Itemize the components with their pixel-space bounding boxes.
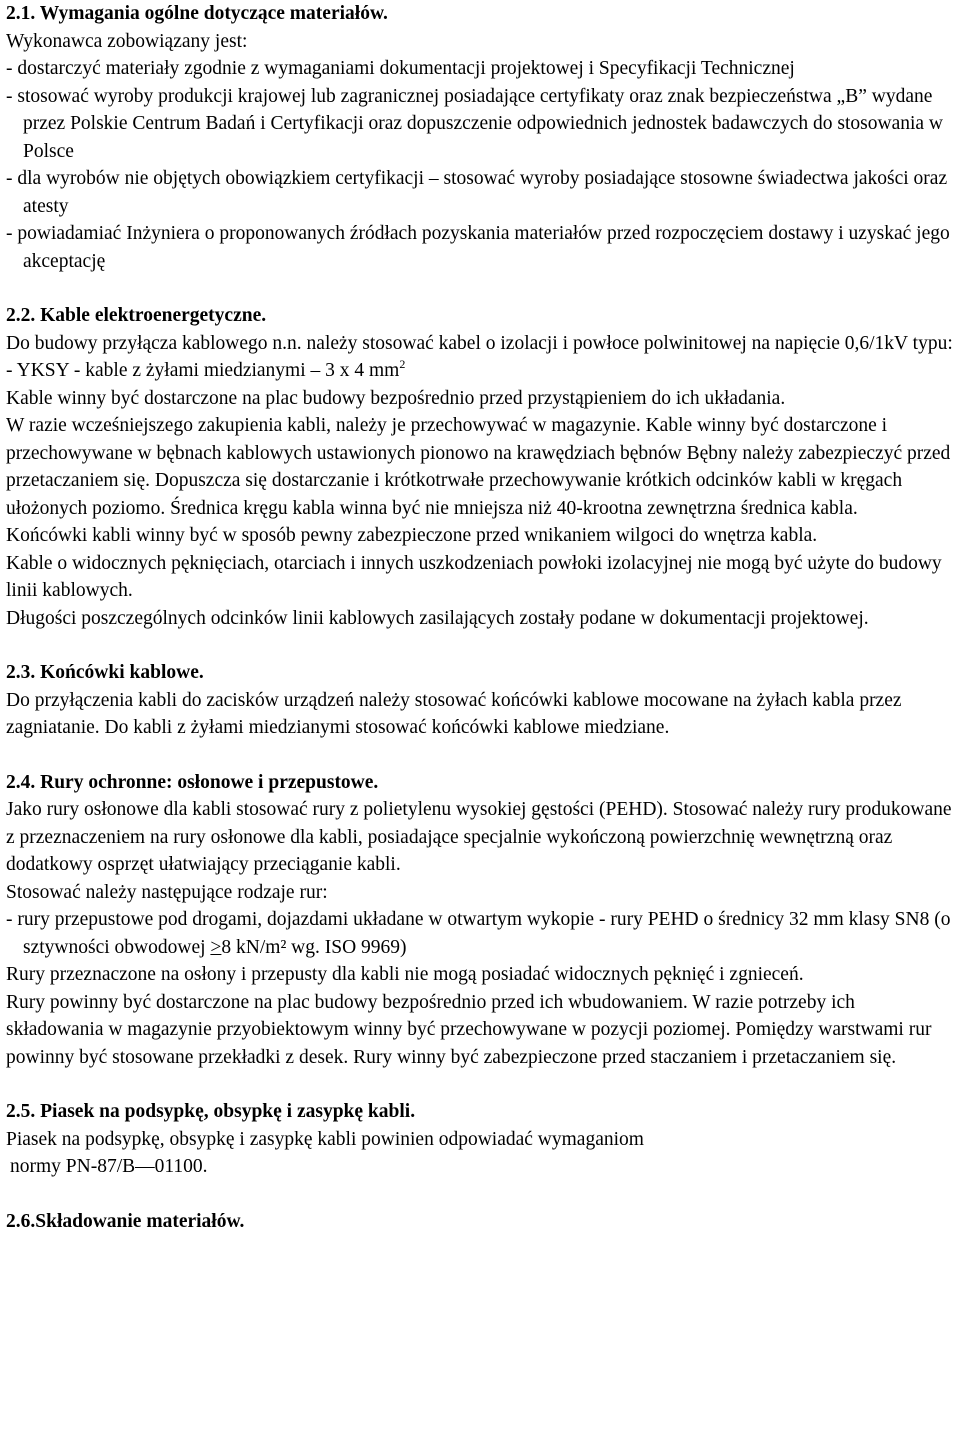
section-heading: 2.4. Rury ochronne: osłonowe i przepustowe. — [6, 771, 379, 793]
section-2-2 — [6, 302, 954, 632]
pipe-spec-text-end: 8 kN/m² wg. ISO 9969) — [221, 936, 407, 958]
list-item: - powiadamiać Inżyniera o proponowanych źródłach pozyskania materiałów przed rozpoczęciem dostawy i uzyskać jego akceptację — [6, 223, 950, 272]
paragraph: Jako rury osłonowe dla kabli stosować rury z polietylenu wysokiej gęstości (PEHD). Stosować należy rury produkowane z przeznaczeniem na rury osłonowe dla kabli, posiadające specjalnie wykończoną powierzchnię wewnętrzną oraz dodatkowy osprzęt ułatwiający przeciąganie kabli. — [6, 799, 952, 875]
paragraph: normy PN-87/B—01100. — [10, 1156, 208, 1177]
paragraph: Do budowy przyłącza kablowego n.n. należy stosować kabel o izolacji i powłoce polwinitowej na napięcie 0,6/1kV typu: — [6, 332, 953, 354]
section-2-5 — [6, 1098, 954, 1181]
paragraph: Rury przeznaczone na osłony i przepusty dla kabli nie mogą posiadać widocznych pęknięć i zgnieceń. — [6, 964, 804, 985]
section-heading: 2.2. Kable elektroenergetyczne. — [6, 305, 267, 326]
paragraph: Wykonawca zobowiązany jest: — [6, 30, 248, 52]
paragraph: Stosować należy następujące rodzaje rur: — [6, 881, 328, 903]
section-heading: 2.5. Piasek na podsypkę, obsypkę i zasypkę kabli. — [6, 1101, 416, 1122]
section-2-4 — [6, 769, 954, 1072]
list-item — [6, 357, 954, 385]
paragraph: Piasek na podsypkę, obsypkę i zasypkę kabli powinien odpowiadać wymaganiom — [6, 1128, 644, 1150]
paragraph: Kable winny być dostarczone na plac budowy bezpośrednio przed przystąpieniem do ich układania. — [6, 387, 786, 409]
paragraph: Długości poszczególnych odcinków linii kablowych zasilających zostały podane w dokumentacji projektowej. — [6, 607, 869, 629]
section-2-6 — [6, 1208, 954, 1236]
greater-than-symbol: > — [210, 936, 222, 958]
paragraph: Do przyłączenia kabli do zacisków urządzeń należy stosować końcówki kablowe mocowane na żyłach kabla przez zagniatanie. Do kabli z żyłami miedzianymi stosować końcówki kablowe miedziane. — [6, 689, 902, 738]
superscript: 2 — [399, 357, 406, 371]
list-item — [6, 906, 954, 961]
cable-type-text: - YKSY - kable z żyłami miedzianymi – 3 x 4 mm — [6, 360, 400, 381]
paragraph: Końcówki kabli winny być w sposób pewny zabezpieczone przed wnikaniem wilgoci do wnętrza kabla. — [6, 525, 818, 546]
list-item: - stosować wyroby produkcji krajowej lub zagranicznej posiadające certyfikaty oraz znak bezpieczeństwa „B” wydane przez Polskie Centrum Badań i Certyfikacji oraz dopuszczenie odpowiednich jednostek badawczych do stosowania w Polsce — [6, 85, 944, 162]
paragraph: W razie wcześniejszego zakupienia kabli, należy je przechowywać w magazynie. Kable winny być dostarczone i przechowywane w bębnach kablowych ustawionych pionowo na krawędziach bębnów Bębny należy zabezpieczyć przed przetaczaniem się. Dopuszcza się dostarczanie i krótkotrwałe przechowywanie krótkich odcinków kabli w kręgach ułożonych poziomo. Średnica kręgu kabla winna być nie mniejsza niż 40-krootna zewnętrzna średnica kabla. — [6, 415, 951, 519]
section-heading: 2.3. Końcówki kablowe. — [6, 662, 204, 683]
pipe-spec-text: - rury przepustowe pod drogami, dojazdami układane w otwartym wykopie - rury PEHD o średnicy 32 mm klasy SN8 (o sztywności obwodowej — [6, 909, 951, 958]
section-heading: 2.1. Wymagania ogólne dotyczące materiałów. — [6, 3, 388, 24]
section-heading: 2.6.Składowanie materiałów. — [6, 1210, 245, 1232]
paragraph: Rury powinny być dostarczone na plac budowy bezpośrednio przed ich wbudowaniem. W razie potrzeby ich składowania w magazynie przyobiektowym winny być przechowywane w pozycji poziomej. Pomiędzy warstwami rur powinny być stosowane przekładki z desek. Rury winny być zabezpieczone przed staczaniem i przetaczaniem się. — [6, 991, 932, 1068]
list-item: - dla wyrobów nie objętych obowiązkiem certyfikacji – stosować wyroby posiadające stosowne świadectwa jakości oraz atesty — [6, 168, 948, 217]
section-2-1 — [6, 0, 954, 275]
section-2-3 — [6, 659, 954, 742]
list-item: - dostarczyć materiały zgodnie z wymaganiami dokumentacji projektowej i Specyfikacji Technicznej — [6, 58, 795, 79]
paragraph: Kable o widocznych pęknięciach, otarciach i innych uszkodzeniach powłoki izolacyjnej nie mogą być użyte do budowy linii kablowych. — [6, 552, 942, 601]
